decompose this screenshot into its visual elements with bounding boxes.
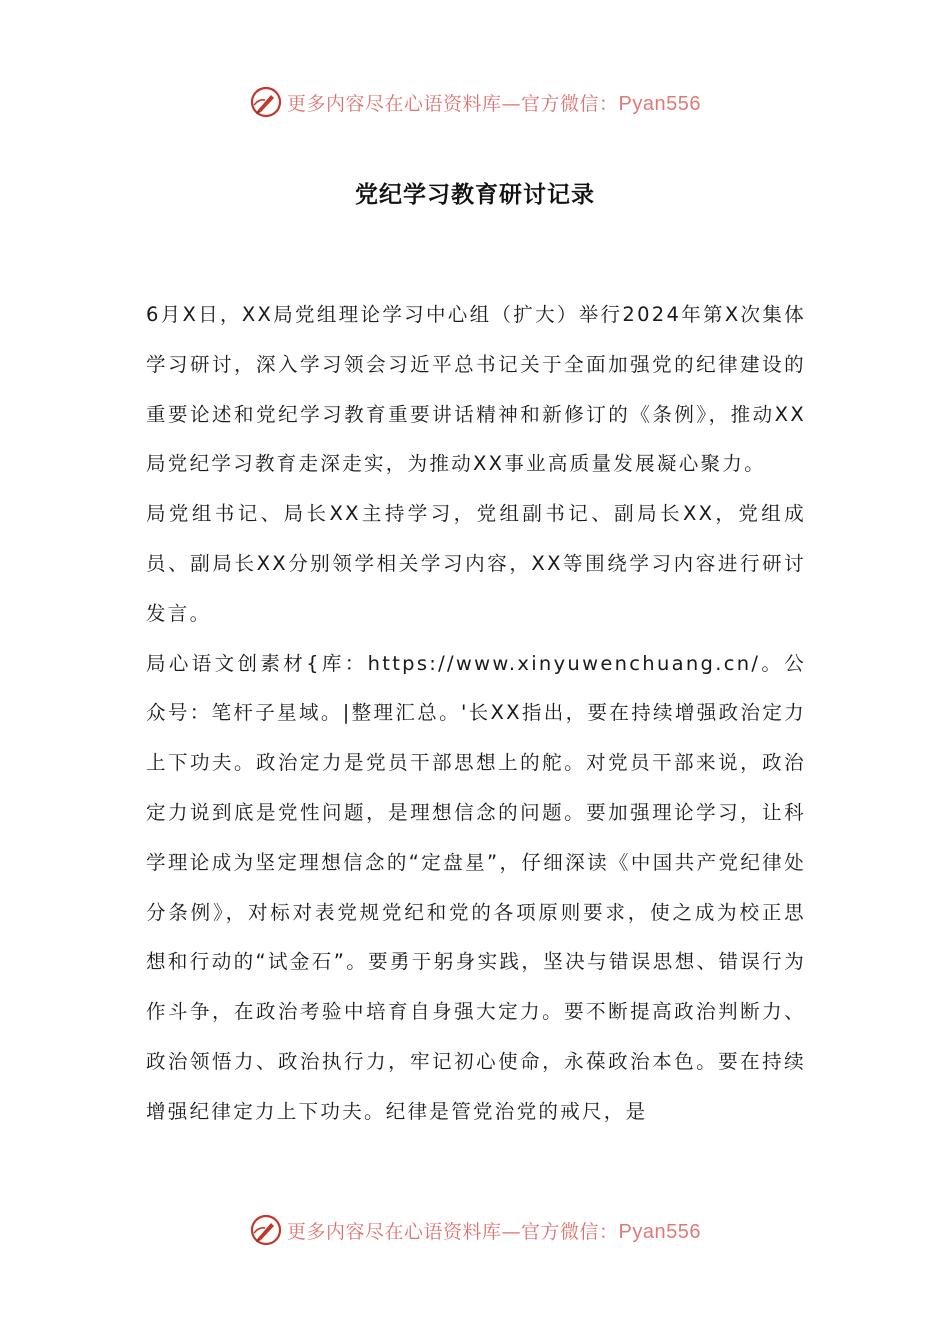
document-body <box>146 290 806 1137</box>
footer-watermark-banner <box>0 1210 950 1250</box>
pen-logo-icon <box>249 85 283 119</box>
footer-watermark-text: 更多内容尽在心语资料库—官方微信：Pyan556 <box>287 1220 701 1243</box>
footer-wechat-handle: Pyan556 <box>618 1220 701 1243</box>
document-title: 党纪学习教育研讨记录 <box>355 181 595 208</box>
paragraph-3: 局心语文创素材{库：https://www.xinyuwenchuang.cn/。公众号：笔杆子星域。|整理汇总。'长XX指出，要在持续增强政治定力上下功夫。政治定力是党员干部思想上的舵。对党员干部来说，政治定力说到底是党性问题，是理想信念的问题。要加强理论学习，让科学理论成为坚定理想信念的“定盘星”，仔细深读《中国共产党纪律处分条例》，对标对表党规党纪和党的各项原则要求，使之成为校正思想和行动的“试金石”。要勇于躬身实践，坚决与错误思想、错误行为作斗争，在政治考验中培育自身强大定力。要不断提高政治判断力、政治领悟力、政治执行力，牢记初心使命，永葆政治本色。要在持续增强纪律定力上下功夫。纪律是管党治党的戒尺，是 <box>146 651 806 1123</box>
header-watermark-text: 更多内容尽在心语资料库—官方微信：Pyan556 <box>287 92 701 115</box>
header-wechat-handle: Pyan556 <box>618 92 701 115</box>
paragraph-2: 局党组书记、局长XX主持学习，党组副书记、副局长XX，党组成员、副局长XX分别领学相关学习内容，XX等围绕学习内容进行研讨发言。 <box>146 502 806 625</box>
pen-logo-icon <box>249 1213 283 1247</box>
header-watermark-banner <box>0 82 950 122</box>
paragraph-1: 6月X日，XX局党组理论学习中心组（扩大）举行2024年第X次集体学习研讨，深入学习领会习近平总书记关于全面加强党的纪律建设的重要论述和党纪学习教育重要讲话精神和新修订的《条例》，推动XX局党纪学习教育走深走实，为推动XX事业高质量发展凝心聚力。 <box>146 303 806 476</box>
